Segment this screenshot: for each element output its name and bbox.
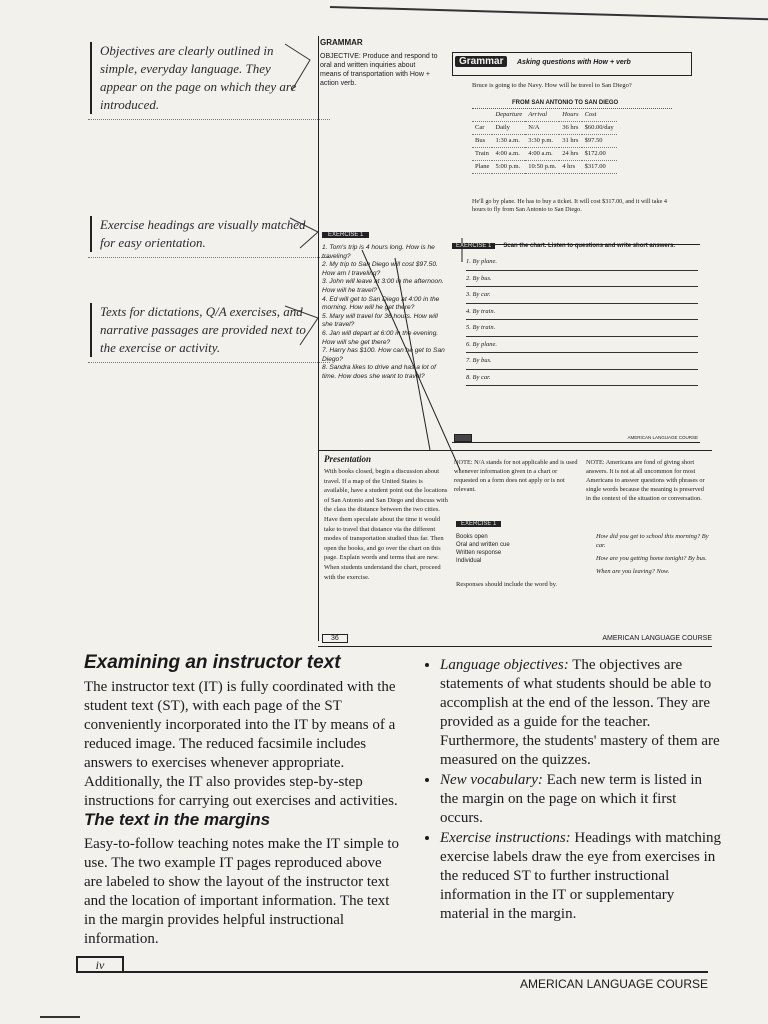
exercise-detail: Oral and written cue (456, 542, 510, 548)
exercise-tag-notes: EXERCISE 1 (456, 521, 501, 527)
bullet-term: New vocabulary: (440, 772, 543, 788)
after-table-text: He'll go by plane. He has to buy a ticket. It will cost $317.00, and it will take 4 hours to fly from San Antonio to San Diego. (472, 198, 667, 213)
table-row (472, 135, 617, 148)
td: $97.50 (584, 137, 603, 144)
tapescript-line: 1. Tom's trip is 4 hours long. How is he traveling? (322, 244, 435, 260)
bullet-list (422, 656, 722, 925)
exercise-detail: Books open (456, 534, 488, 540)
td: 3:30 p.m. (528, 137, 554, 144)
td: $317.00 (584, 163, 606, 170)
bullet-text: Each new term is listed in the margin on the page on which it first occurs. (440, 772, 703, 826)
student-page-footer (452, 434, 700, 443)
td: 4 hrs (562, 163, 576, 170)
example-line: When are you leaving? Now. (596, 568, 670, 575)
td: Train (475, 150, 489, 157)
tapescript-line: 6. Jan will depart at 6:00 in the evening. How will she get there? (322, 329, 439, 346)
table-row (472, 122, 617, 135)
grammar-box-title: Grammar (455, 56, 507, 67)
example-dialogues (596, 532, 710, 576)
td: 4:00 a.m. (528, 150, 553, 157)
instructor-page (316, 36, 712, 646)
table-caption: FROM SAN ANTONIO TO SAN DIEGO (512, 100, 619, 106)
answer-line: 2. By bus. (466, 271, 698, 288)
td: $172.00 (584, 150, 606, 157)
scan-edge-mark (40, 1016, 80, 1018)
bullet-term: Exercise instructions: (440, 830, 571, 846)
td: 36 hrs (562, 124, 579, 131)
td: 4:00 a.m. (495, 150, 520, 157)
exercise-details (456, 533, 576, 565)
paragraph-margins: Easy-to-follow teaching notes make the IT simple to use. The two example IT pages reproduced above are labeled to show the layout of the instructor text and the location of important information. The text in the margin provides helpful instructional information. (84, 836, 400, 947)
tapescript-line: 7. Harry has $100. How can he get to San Diego? (322, 347, 445, 363)
td: 10:50 p.m. (528, 163, 557, 170)
example-line: How did you get to school this morning? By car. (596, 533, 709, 549)
exercise-detail: Individual (456, 558, 482, 564)
heading-examining: Examining an instructor text (84, 652, 341, 673)
page-footer-rule (76, 971, 708, 973)
table-row (472, 148, 617, 161)
tapescript-line: 4. Ed will get to San Diego at 4:00 in the morning. How will he get there? (322, 295, 440, 312)
th: Departure (495, 111, 523, 118)
schedule-table (472, 108, 672, 174)
paragraph-examining: The instructor text (IT) is fully coordinated with the student text (ST), with each page of the ST conveniently incorporated into the IT by means of a reduced image. The reduced facsimile includes answers to exercises whenever appropriate. Additionally, the IT also provides step-by-step instructions for carrying out exercises and activities. (84, 679, 398, 809)
th (472, 109, 492, 122)
tapescript-line: 5. Mary will travel for 36 hours. How will she travel? (322, 312, 438, 329)
note-americans: NOTE: Americans are fond of giving short answers. It is not at all uncommon for most Americans to answer questions with phrases or single words because the meaning is preserved in the context of the situation or conversation. (586, 459, 705, 502)
td: Car (475, 124, 485, 131)
exercise-instruction: Scan the chart. Listen to questions and write short answers. (503, 243, 676, 249)
td: 31 hrs (562, 137, 579, 144)
td: $60.00/day (584, 124, 614, 131)
page-footer-title: AMERICAN LANGUAGE COURSE (519, 977, 708, 991)
answer-line: 6. By plane. (466, 337, 698, 354)
example-line: How are you getting home tonight? By bus. (596, 555, 707, 562)
callout-texts-text: Texts for dictations, Q/A exercises, and narrative passages are provided next to the exercise or activity. (100, 304, 306, 355)
it-footer (318, 634, 712, 647)
presentation-title: Presentation (324, 454, 372, 464)
table-row (472, 161, 617, 174)
th: Hours (562, 111, 579, 118)
it-footer-title: AMERICAN LANGUAGE COURSE (602, 635, 712, 642)
tapescript (322, 244, 446, 382)
note-na: NOTE: N/A stands for not applicable and is used whenever information given in a chart or requested on a form does not apply or is not relevant. (454, 459, 578, 493)
answer-line: 8. By car. (466, 370, 698, 387)
td: Bus (475, 137, 486, 144)
bullet-term: Language objectives: (440, 657, 569, 673)
list-item (440, 656, 722, 770)
presentation-text: With books closed, begin a discussion about travel. If a map of the United States is available, have a student point out the locations of San Antonio and San Diego and discuss with the class the distance between the two cities. Have them speculate about the time it would take to travel that distance via the different modes of transportation studied thus far. Then open the books, and go over the chart on this page. Explain words and terms that are new. When students understand the chart, proceed with the exercise. (324, 468, 448, 581)
answer-lines (466, 254, 698, 386)
tapescript-tag: EXERCISE 1 (322, 232, 369, 238)
footer-small-text: AMERICAN LANGUAGE COURSE (627, 435, 698, 440)
tapescript-line: 8. Sandra likes to drive and has a lot of time. How does she want to travel? (322, 364, 436, 380)
td: N/A (528, 124, 540, 131)
callout-objectives-text: Objectives are clearly outlined in simple, everyday language. They appear on the page on which they are introduced. (100, 43, 297, 112)
table-header-row (472, 109, 617, 122)
student-page (452, 48, 704, 448)
intro-line: Bruce is going to the Navy. How will he travel to San Diego? (472, 82, 632, 89)
exercise-detail: Written response (456, 550, 502, 556)
list-item (440, 829, 722, 924)
callout-exercise-headings-text: Exercise headings are visually matched for easy orientation. (100, 217, 306, 250)
list-item (440, 771, 722, 828)
page-num-box-small (454, 434, 472, 442)
answer-line: 5. By train. (466, 320, 698, 337)
tapescript-line: 2. My trip to San Diego will cost $97.50. How am I traveling? (322, 261, 438, 277)
responses-note: Responses should include the word by. (456, 581, 558, 588)
answer-line: 4. By train. (466, 304, 698, 321)
it-page-number: 36 (322, 634, 348, 643)
answer-line: 7. By bus. (466, 353, 698, 370)
grammar-box-subtitle: Asking questions with How + verb (517, 59, 631, 66)
grammar-label: GRAMMAR (320, 38, 363, 47)
td: Plane (475, 163, 490, 170)
page-number-box: iv (76, 956, 124, 972)
heading-margins: The text in the margins (84, 810, 271, 829)
objective-text: OBJECTIVE: Produce and respond to oral and written inquiries about means of transportation with How + action verb. (320, 53, 438, 87)
answer-line: 3. By car. (466, 287, 698, 304)
exercise-tag: EXERCISE 1 (452, 243, 495, 249)
tapescript-line: 3. John will leave at 3:00 in the afternoon. How will he travel? (322, 278, 444, 294)
td: Daily (495, 124, 510, 131)
bullet-text: Headings with matching exercise labels draw the eye from exercises in the reduced ST to further instructional information in the IT or supplementary material in the margin. (440, 830, 722, 922)
grammar-box (452, 52, 692, 76)
td: 5:00 p.m. (495, 163, 521, 170)
exercise-header (452, 234, 700, 249)
td: 1:30 a.m. (495, 137, 520, 144)
bullet-text: The objectives are statements of what students should be able to accomplish at the end of the lesson. They are provided as a guide for the teacher. Furthermore, the students' mastery of them are measured on the quizzes. (440, 657, 720, 768)
th: Arrival (528, 111, 548, 118)
answer-line: 1. By plane. (466, 254, 698, 271)
td: 24 hrs (562, 150, 579, 157)
th: Cost (584, 111, 597, 118)
